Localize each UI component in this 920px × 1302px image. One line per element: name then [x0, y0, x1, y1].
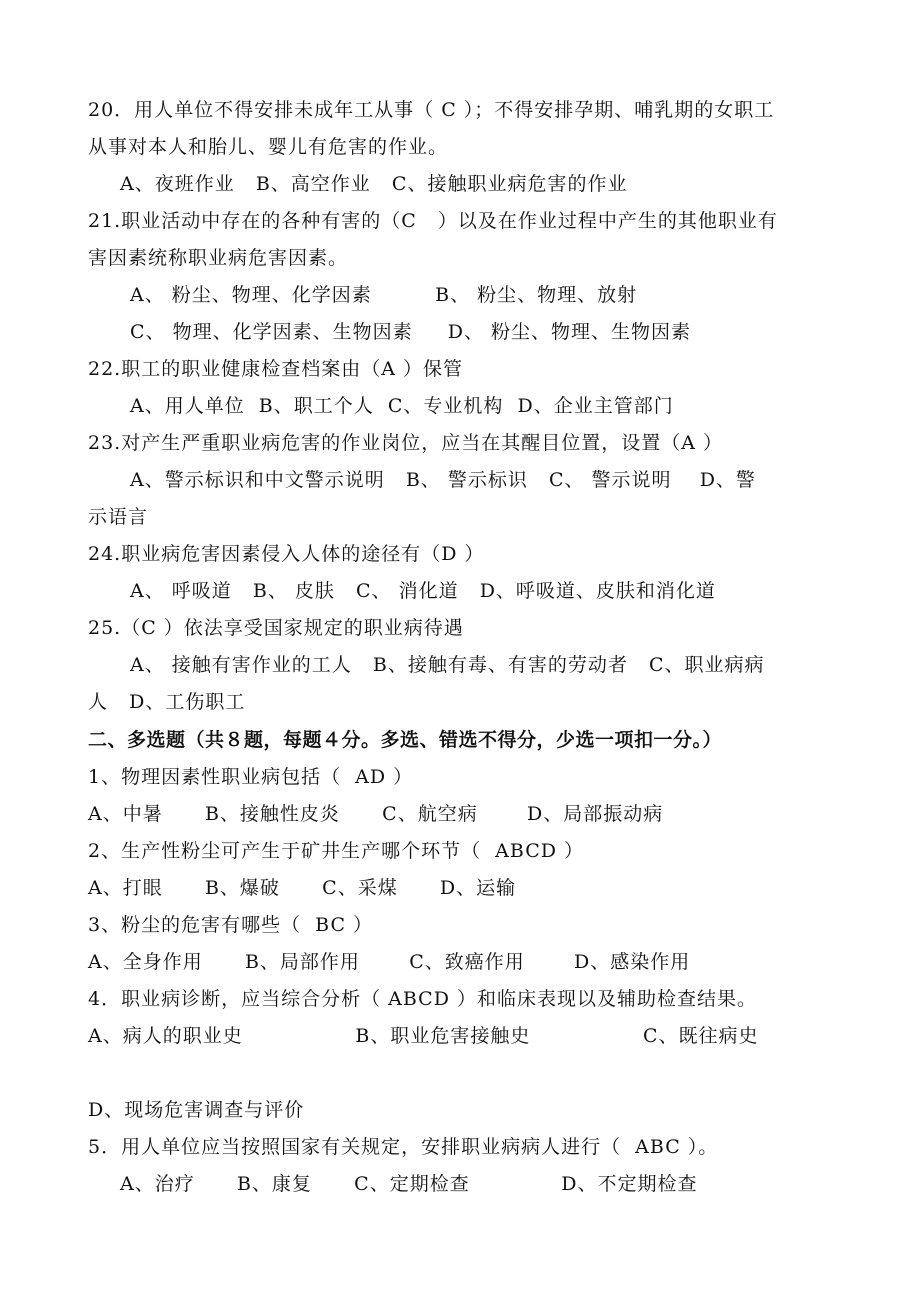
- question-21-options-row-2: C、 物理、化学因素、生物因素 D、 粉尘、物理、生物因素: [130, 321, 692, 343]
- question-20-stem-line-1: 20．用人单位不得安排未成年工从事（ C ）；不得安排孕期、哺乳期的女职工: [88, 99, 775, 121]
- question-20-stem-line-2: 从事对本人和胎儿、婴儿有危害的作业。: [88, 136, 449, 158]
- mc-question-1-options: A、中暑 B、接触性皮炎 C、航空病 D、局部振动病: [88, 803, 664, 825]
- mc-question-2-stem: 2、生产性粉尘可产生于矿井生产哪个环节（ ABCD ）: [88, 840, 585, 862]
- mc-question-4-stem: 4．职业病诊断，应当综合分析（ ABCD ）和临床表现以及辅助检查结果。: [88, 988, 757, 1010]
- section-heading-multiple-choice: 二、多选题（共８题，每题４分。多选、错选不得分，少选一项扣一分。）: [88, 729, 723, 751]
- question-20-options: A、夜班作业 B、高空作业 C、接触职业病危害的作业: [120, 173, 628, 195]
- question-21-options-row-1: A、 粉尘、物理、化学因素 B、 粉尘、物理、放射: [130, 284, 638, 306]
- question-25-stem: 25.（C ）依法享受国家规定的职业病待遇: [88, 617, 464, 639]
- question-23-stem: 23.对产生严重职业病危害的作业岗位，应当在其醒目位置，设置（A ）: [88, 432, 723, 454]
- mc-question-2-options: A、打眼 B、爆破 C、采煤 D、运输: [88, 877, 517, 899]
- question-24-options: A、 呼吸道 B、 皮肤 C、 消化道 D、呼吸道、皮肤和消化道: [130, 580, 716, 602]
- question-23-options-line-1: A、警示标识和中文警示说明 B、 警示标识 C、 警示说明 D、警: [130, 469, 756, 491]
- question-21-stem-line-2: 害因素统称职业病危害因素。: [88, 247, 349, 269]
- mc-question-3-options: A、全身作用 B、局部作用 C、致癌作用 D、感染作用: [88, 951, 691, 973]
- question-22-options: A、用人单位 B、职工个人 C、专业机构 D、企业主管部门: [130, 395, 674, 417]
- question-25-options-line-2: 人 D、工伤职工: [88, 691, 246, 713]
- question-24-stem: 24.职业病危害因素侵入人体的途径有（D ）: [88, 543, 485, 565]
- mc-question-3-stem: 3、粉尘的危害有哪些（ BC ）: [88, 914, 374, 936]
- mc-question-5-stem: 5．用人单位应当按照国家有关规定，安排职业病病人进行（ ABC ）。: [88, 1136, 719, 1158]
- mc-question-1-stem: 1、物理因素性职业病包括（ AD ）: [88, 766, 414, 788]
- mc-question-4-options-line-1: A、病人的职业史 B、职业危害接触史 C、既往病史: [88, 1025, 759, 1047]
- question-23-options-line-2: 示语言: [88, 506, 149, 528]
- mc-question-4-options-line-2: D、现场危害调查与评价: [88, 1099, 305, 1121]
- mc-question-5-options: A、治疗 B、康复 C、定期检查 D、不定期检查: [120, 1173, 698, 1195]
- question-21-stem-line-1: 21.职业活动中存在的各种有害的（C ）以及在作业过程中产生的其他职业有: [88, 210, 778, 232]
- question-25-options-line-1: A、 接触有害作业的工人 B、接触有毒、有害的劳动者 C、职业病病: [130, 654, 765, 676]
- question-22-stem: 22.职工的职业健康检查档案由（A ）保管: [88, 358, 463, 380]
